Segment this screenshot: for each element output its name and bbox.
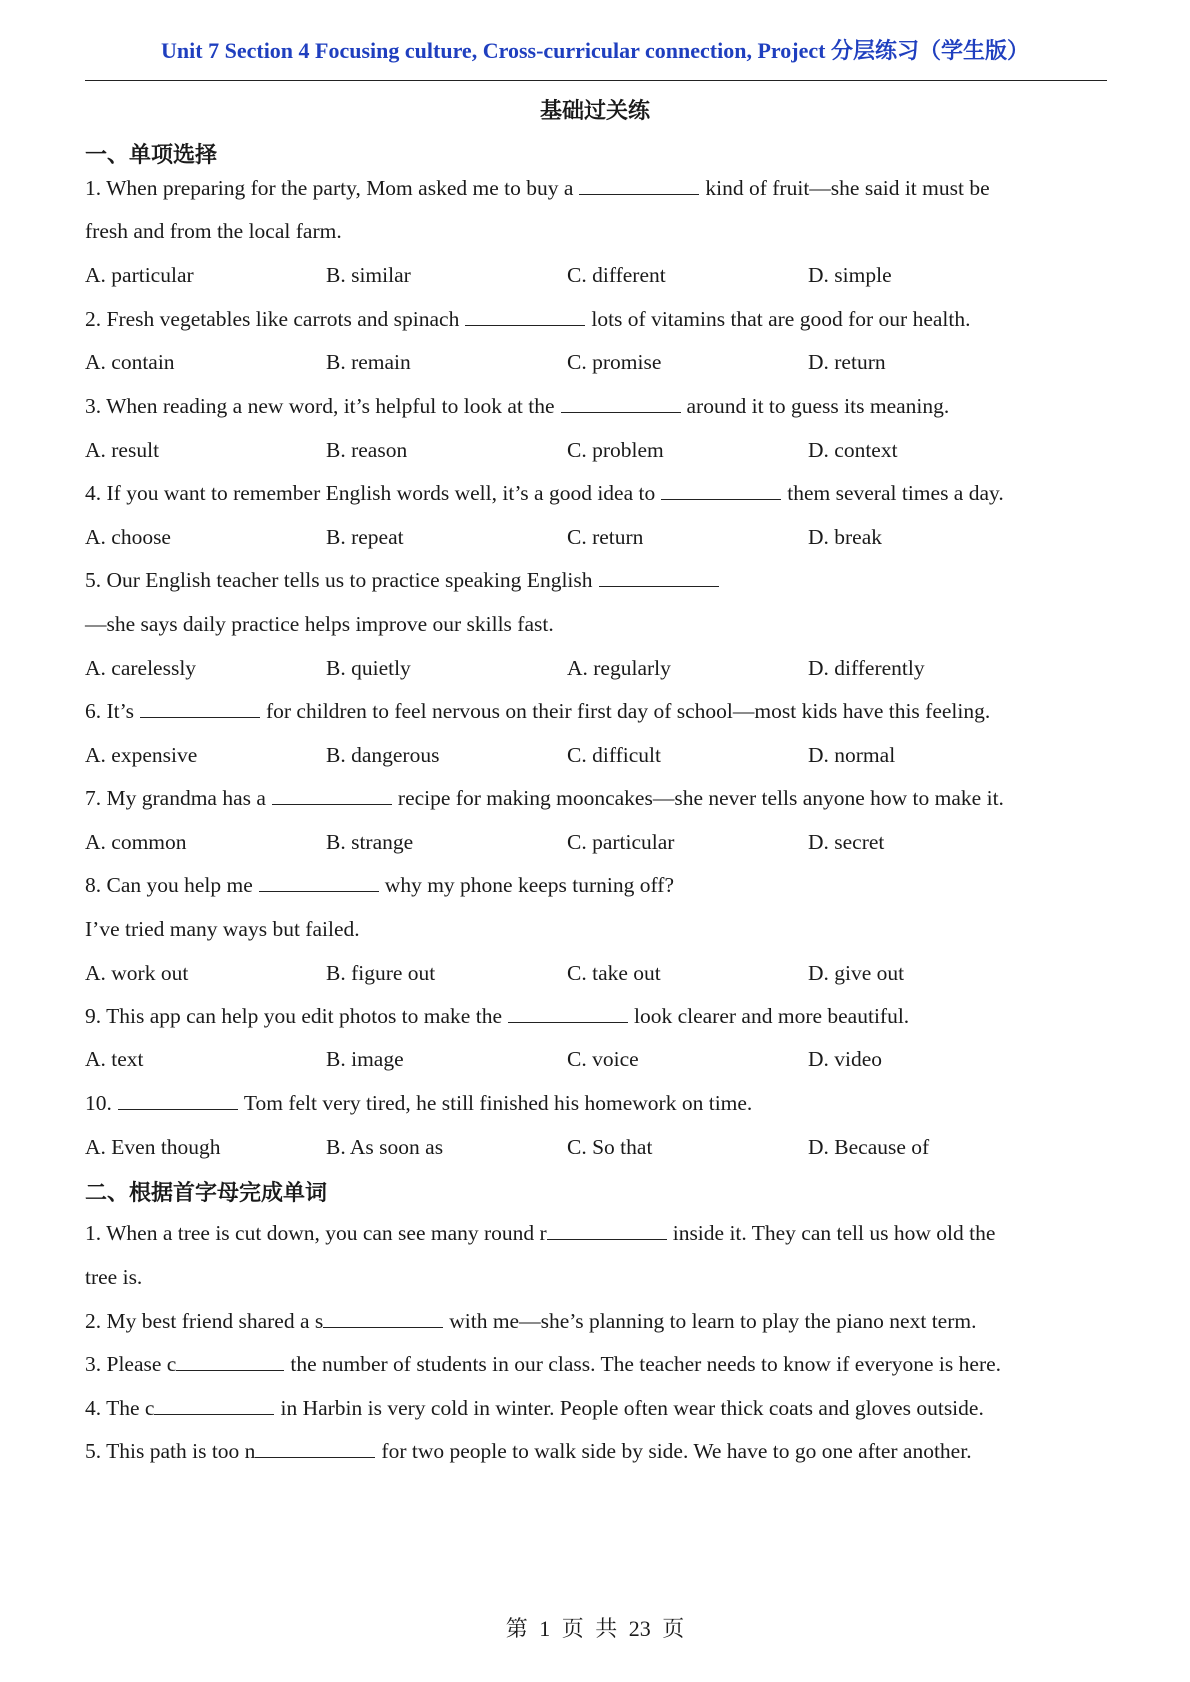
option-b[interactable]: B. reason: [326, 438, 408, 462]
word-question-1-continuation: tree is.: [85, 1265, 143, 1289]
question-7-text-pre: 7. My grandma has a: [85, 786, 266, 810]
option-c[interactable]: C. return: [567, 525, 644, 549]
question-8-text-pre: 8. Can you help me: [85, 873, 253, 897]
question-6-options: [85, 743, 1125, 771]
option-c[interactable]: C. difficult: [567, 743, 661, 767]
question-2-options: [85, 350, 1125, 378]
answer-blank[interactable]: [561, 394, 681, 413]
option-d[interactable]: D. context: [808, 438, 898, 462]
question-6-text-post: for children to feel nervous on their first day of school—most kids have this feeling.: [265, 699, 991, 723]
answer-blank[interactable]: [661, 481, 781, 500]
question-2-text-post: lots of vitamins that are good for our health.: [591, 307, 971, 331]
option-a[interactable]: A. text: [85, 1047, 144, 1071]
answer-blank[interactable]: [272, 786, 392, 805]
section-heading: 基础过关练: [539, 98, 650, 123]
question-10-text-post: Tom felt very tired, he still finished his homework on time.: [243, 1091, 753, 1115]
option-a[interactable]: A. carelessly: [85, 656, 197, 680]
answer-blank[interactable]: [140, 699, 260, 718]
option-b[interactable]: B. As soon as: [326, 1135, 444, 1159]
word-question-1: [85, 1221, 995, 1246]
question-1-text-pre: 1. When preparing for the party, Mom asked me to buy a: [85, 176, 574, 200]
answer-blank[interactable]: [154, 1396, 274, 1415]
option-a[interactable]: A. result: [85, 438, 160, 462]
question-4: [85, 481, 1004, 506]
option-b[interactable]: B. quietly: [326, 656, 411, 680]
question-10: [85, 1091, 752, 1116]
question-10-text-pre: 10.: [85, 1091, 112, 1115]
option-d[interactable]: D. simple: [808, 263, 892, 287]
word-question-5-text-pre: 5. This path is too n: [85, 1439, 256, 1463]
option-d[interactable]: D. normal: [808, 743, 896, 767]
option-a[interactable]: A. choose: [85, 525, 171, 549]
option-d[interactable]: D. Because of: [808, 1135, 930, 1159]
word-question-2: [85, 1309, 976, 1334]
option-b[interactable]: B. dangerous: [326, 743, 440, 767]
question-9-options: [85, 1047, 1125, 1075]
question-7-options: [85, 830, 1125, 858]
question-5: [85, 568, 725, 593]
question-1-continuation: fresh and from the local farm.: [85, 219, 342, 243]
page-number-footer: 第 1 页 共 23 页: [505, 1616, 685, 1641]
option-a[interactable]: A. common: [85, 830, 187, 854]
question-3: [85, 394, 949, 419]
option-d[interactable]: D. give out: [808, 961, 905, 985]
word-question-3: [85, 1352, 1001, 1377]
answer-blank[interactable]: [547, 1221, 667, 1240]
answer-blank[interactable]: [176, 1352, 284, 1371]
question-4-options: [85, 525, 1125, 553]
option-c[interactable]: C. particular: [567, 830, 675, 854]
option-c[interactable]: C. problem: [567, 438, 664, 462]
question-9-text-pre: 9. This app can help you edit photos to make the: [85, 1004, 502, 1028]
question-1-text-post: kind of fruit—she said it must be: [705, 176, 990, 200]
question-3-text-post: around it to guess its meaning.: [686, 394, 950, 418]
question-5-continuation: —she says daily practice helps improve our skills fast.: [85, 612, 554, 636]
part2-heading: 二、根据首字母完成单词: [85, 1180, 328, 1205]
question-8-text-post: why my phone keeps turning off?: [384, 873, 674, 897]
question-9-text-post: look clearer and more beautiful.: [633, 1004, 910, 1028]
question-6-text-pre: 6. It’s: [85, 699, 134, 723]
document-header-title: Unit 7 Section 4 Focusing culture, Cross-curricular connection, Project 分层练习（学生版）: [161, 38, 1029, 63]
option-d[interactable]: D. break: [808, 525, 883, 549]
question-8-options: [85, 961, 1125, 989]
option-d[interactable]: D. return: [808, 350, 886, 374]
option-b[interactable]: B. repeat: [326, 525, 404, 549]
option-a[interactable]: A. work out: [85, 961, 189, 985]
word-question-2-text-post: with me—she’s planning to learn to play the piano next term.: [449, 1309, 977, 1333]
option-b[interactable]: B. strange: [326, 830, 414, 854]
word-question-5: [85, 1439, 972, 1464]
question-5-options: [85, 656, 1125, 684]
word-question-4-text-pre: 4. The c: [85, 1396, 155, 1420]
question-1: [85, 176, 990, 201]
word-question-1-text-pre: 1. When a tree is cut down, you can see many round r: [85, 1221, 547, 1245]
option-b[interactable]: B. image: [326, 1047, 404, 1071]
option-a[interactable]: A. expensive: [85, 743, 198, 767]
word-question-1-text-post: inside it. They can tell us how old the: [672, 1221, 996, 1245]
part1-heading: 一、单项选择: [85, 142, 218, 167]
option-a[interactable]: A. Even though: [85, 1135, 221, 1159]
question-8-continuation: I’ve tried many ways but failed.: [85, 917, 360, 941]
option-c[interactable]: A. regularly: [567, 656, 671, 680]
option-b[interactable]: B. figure out: [326, 961, 436, 985]
question-4-text-pre: 4. If you want to remember English words well, it’s a good idea to: [85, 481, 656, 505]
answer-blank[interactable]: [323, 1309, 443, 1328]
question-2: [85, 307, 971, 332]
word-question-3-text-post: the number of students in our class. The teacher needs to know if everyone is here.: [290, 1352, 1002, 1376]
question-9: [85, 1004, 909, 1029]
question-3-text-pre: 3. When reading a new word, it’s helpful to look at the: [85, 394, 555, 418]
question-1-options: [85, 263, 1125, 291]
option-d[interactable]: D. differently: [808, 656, 925, 680]
question-10-options: [85, 1135, 1125, 1163]
option-b[interactable]: B. remain: [326, 350, 411, 374]
option-c[interactable]: C. voice: [567, 1047, 639, 1071]
option-c[interactable]: C. So that: [567, 1135, 653, 1159]
header-divider: [85, 80, 1107, 81]
answer-blank[interactable]: [255, 1439, 375, 1458]
question-4-text-post: them several times a day.: [787, 481, 1004, 505]
word-question-4-text-post: in Harbin is very cold in winter. People often wear thick coats and gloves outside.: [280, 1396, 984, 1420]
question-7: [85, 786, 1004, 811]
question-7-text-post: recipe for making mooncakes—she never tells anyone how to make it.: [397, 786, 1004, 810]
option-a[interactable]: A. particular: [85, 263, 194, 287]
question-2-text-pre: 2. Fresh vegetables like carrots and spinach: [85, 307, 460, 331]
answer-blank[interactable]: [465, 307, 585, 326]
question-5-text-pre: 5. Our English teacher tells us to practice speaking English: [85, 568, 593, 592]
option-b[interactable]: B. similar: [326, 263, 411, 287]
question-6: [85, 699, 990, 724]
option-d[interactable]: D. secret: [808, 830, 885, 854]
option-a[interactable]: A. contain: [85, 350, 175, 374]
word-question-3-text-pre: 3. Please c: [85, 1352, 177, 1376]
option-c[interactable]: C. take out: [567, 961, 661, 985]
question-3-options: [85, 438, 1125, 466]
answer-blank[interactable]: [599, 568, 719, 587]
word-question-4: [85, 1396, 984, 1421]
answer-blank[interactable]: [579, 176, 699, 195]
word-question-5-text-post: for two people to walk side by side. We have to go one after another.: [381, 1439, 972, 1463]
answer-blank[interactable]: [259, 873, 379, 892]
option-c[interactable]: C. promise: [567, 350, 662, 374]
question-8: [85, 873, 674, 898]
answer-blank[interactable]: [118, 1091, 238, 1110]
option-c[interactable]: C. different: [567, 263, 666, 287]
option-d[interactable]: D. video: [808, 1047, 883, 1071]
answer-blank[interactable]: [508, 1004, 628, 1023]
word-question-2-text-pre: 2. My best friend shared a s: [85, 1309, 324, 1333]
